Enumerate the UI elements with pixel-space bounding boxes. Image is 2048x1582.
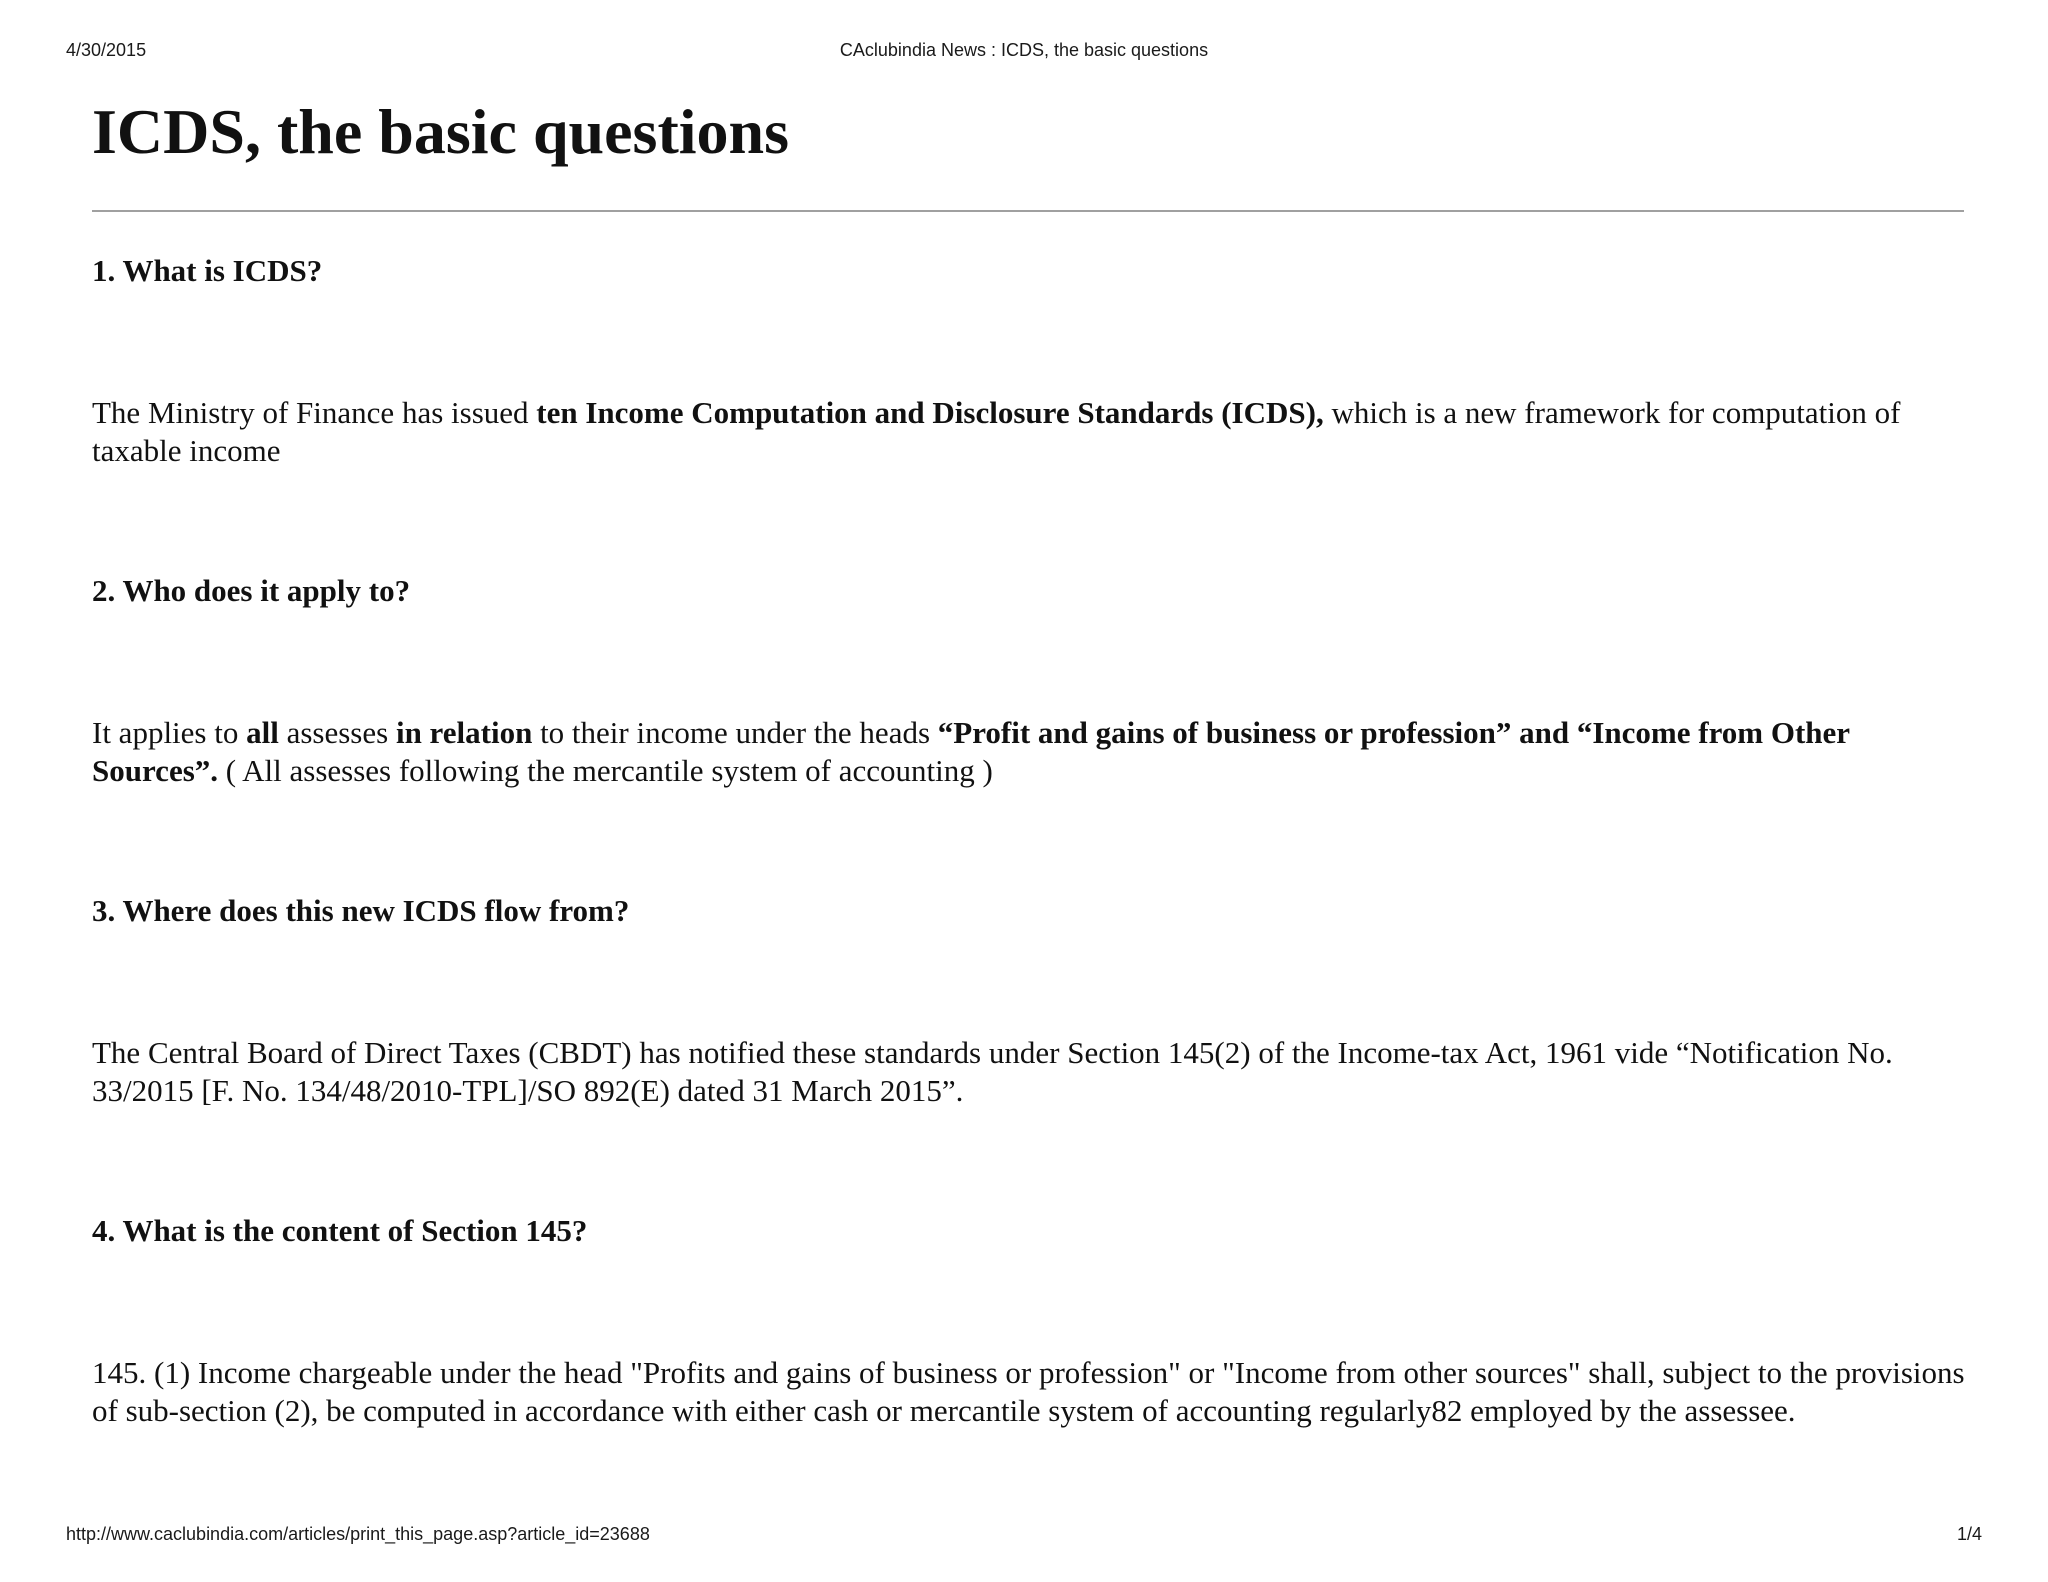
answer-3 xyxy=(92,1034,1972,1110)
question-2: 2. Who does it apply to? xyxy=(92,573,411,608)
print-page-title: CAclubindia News : ICDS, the basic questions xyxy=(839,40,1209,60)
print-date: 4/30/2015 xyxy=(66,40,147,60)
answer-bold-run: “Profit and gains of business or profession” and “Income from Other Sources”. xyxy=(92,715,1850,788)
answer-1 xyxy=(92,394,1972,470)
article-title: ICDS, the basic questions xyxy=(92,96,790,167)
answer-2 xyxy=(92,714,1972,790)
print-footer xyxy=(66,1524,1982,1548)
answer-text-run: The Central Board of Direct Taxes (CBDT) has notified these standards under Section 145(2) of the Income-tax Act, 1961 vide “Notification No. 33/2015 [F. No. 134/48/2010-TPL]/SO 892(E) dated 31 March 2015”. xyxy=(92,1035,1893,1108)
answer-text-run: 145. (1) Income chargeable under the head "Profits and gains of business or profession" or "Income from other sources" shall, subject to the provisions of sub-section (2), be computed in accordance with either cash or mercantile system of accounting regularly82 employed by the assessee. xyxy=(92,1355,1965,1428)
answer-text-run: The Ministry of Finance has issued xyxy=(92,395,537,430)
question-3: 3. Where does this new ICDS flow from? xyxy=(92,893,630,928)
answer-bold-run: in relation xyxy=(395,715,533,750)
answer-text-run: to their income under the heads xyxy=(532,715,938,750)
page-number: 1/4 xyxy=(1956,1524,1982,1544)
question-1: 1. What is ICDS? xyxy=(92,253,323,288)
answer-bold-run: all xyxy=(246,715,279,750)
article xyxy=(92,88,1965,1428)
question-4: 4. What is the content of Section 145? xyxy=(92,1213,588,1248)
page-url: http://www.caclubindia.com/articles/print_this_page.asp?article_id=23688 xyxy=(66,1524,650,1544)
answer-text-run: ( All assesses following the mercantile system of accounting ) xyxy=(218,753,993,788)
answer-bold-run: ten Income Computation and Disclosure Standards (ICDS), xyxy=(536,395,1324,430)
answer-text-run: It applies to xyxy=(92,715,247,750)
title-divider xyxy=(92,210,1964,212)
print-header xyxy=(66,40,1982,64)
answer-text-run: which is a new framework for computation of taxable income xyxy=(92,395,1901,468)
answer-4 xyxy=(92,1354,1972,1430)
answer-text-run: assesses xyxy=(278,715,396,750)
